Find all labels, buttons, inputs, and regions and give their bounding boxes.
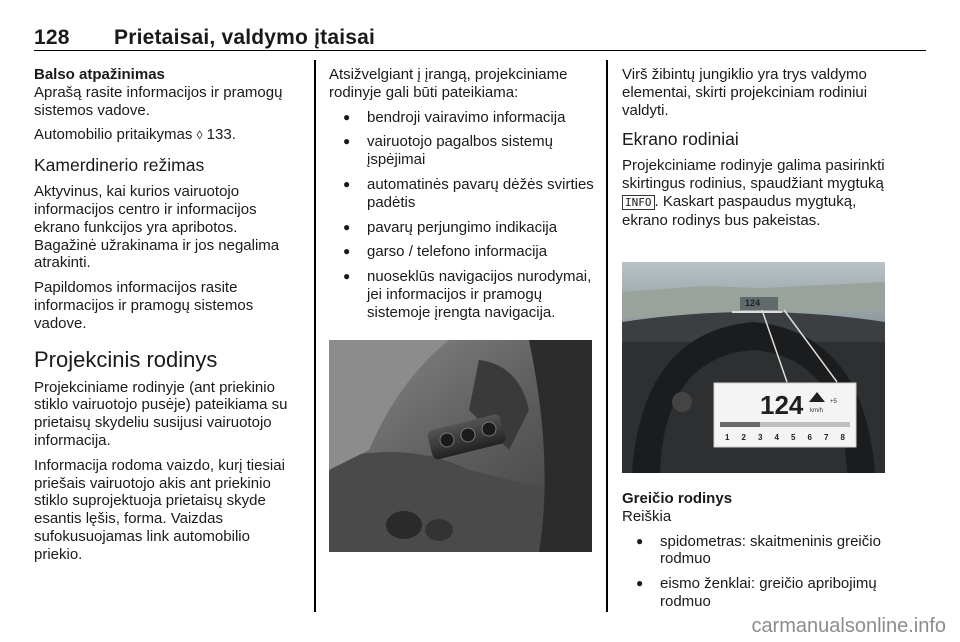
info-button-icon: INFO <box>622 195 655 210</box>
list-item: ● garso / telefono informacija <box>329 243 594 261</box>
section-heading-voice: Balso atpažinimas <box>34 66 165 83</box>
list-item: ● bendroji vairavimo informacija <box>329 109 594 127</box>
hud-view-photo <box>622 262 885 473</box>
hud-speed-unit: km/h <box>810 408 824 414</box>
speed-view-list <box>622 533 890 611</box>
paragraph-hud-intro: Atsižvelgiant į įrangą, projekciniame rodinyje gali būti pateikiama: <box>329 66 568 101</box>
page-title: Prietaisai, valdymo įtaisai <box>114 26 376 49</box>
column-3 <box>622 66 890 237</box>
screen-views-text-a: Projekciniame rodinyje galima pasirinkti skirtingus rodinius, spaudžiant mygtuką <box>622 157 885 193</box>
screen-views-text-b: . Kaskart paspaudus mygtuką, ekrano rodinys bus pakeistas. <box>622 192 857 229</box>
hud-scale-label: 4 <box>774 433 779 442</box>
paragraph-valet-2: Papildomos informacijos rasite informacijos ir pramogų sistemos vadove. <box>34 279 254 332</box>
list-item: ● spidometras: skaitmeninis greičio rodmuo <box>622 533 890 569</box>
list-item: ● vairuotojo pagalbos sistemų įspėjimai <box>329 133 594 169</box>
hud-scale-label: 6 <box>807 433 812 442</box>
hud-scale-label: 2 <box>741 433 746 442</box>
hud-scale-label: 5 <box>791 433 796 442</box>
column-2 <box>329 66 594 329</box>
hud-gear-hint: +5 <box>830 399 837 405</box>
page-ref-arrow-icon: ◊ <box>196 128 203 143</box>
column-divider-2 <box>606 60 608 612</box>
list-item: ● pavarų perjungimo indikacija <box>329 219 594 237</box>
hud-view-illustration <box>622 262 885 473</box>
paragraph-screen-views <box>622 157 890 229</box>
page-header <box>34 24 926 51</box>
customization-text: Automobilio pritaikymas <box>34 126 197 144</box>
list-item: ● automatinės pavarų dėžės svirties padėtis <box>329 176 594 212</box>
hud-info-list <box>329 109 594 322</box>
heading-head-up-display: Projekcinis rodinys <box>34 346 218 372</box>
paragraph-valet-1: Aktyvinus, kai kurios vairuotojo informacijos centro ir informacijos ekrano funkcijos yra apribotos. Bagažinė užrakinama ir jos negalima atrakinti. <box>34 183 280 272</box>
list-item: ● eismo ženklai: greičio apribojimų rodmuo <box>622 575 890 611</box>
paragraph-voice: Aprašą rasite informacijos ir pramogų sistemos vadove. <box>34 83 283 119</box>
paragraph-means: Reiškia <box>622 507 672 525</box>
paragraph-hud-controls: Virš žibintų jungiklio yra trys valdymo elementai, skirti projekciniam rodiniui valdyti. <box>622 66 868 119</box>
customization-page: 133. <box>202 126 236 144</box>
heading-valet-mode: Kamerdinerio režimas <box>34 155 205 176</box>
column-divider-1 <box>314 60 316 612</box>
column-1 <box>34 66 302 571</box>
hud-controls-illustration <box>329 340 592 552</box>
hud-controls-photo <box>329 340 592 552</box>
hud-scale-label: 8 <box>840 433 845 442</box>
hud-scale-label: 3 <box>758 433 763 442</box>
hud-scale-label: 1 <box>725 433 730 442</box>
page-number: 128 <box>34 26 70 49</box>
paragraph-hud-1: Projekciniame rodinyje (ant priekinio stiklo vairuotojo pusėje) pateikiama su prietaisų skydeliu susijusi vairuotojo informacija. <box>34 378 288 449</box>
list-item: ● nuoseklūs navigacijos nurodymai, jei informacijos ir pramogų sistemoje įrengta navigacija. <box>329 268 594 321</box>
hud-speed-value: 124 <box>760 390 804 420</box>
watermark: carmanualsonline.info <box>751 615 946 637</box>
hud-small-speed: 124 <box>745 298 761 308</box>
paragraph-hud-2: Informacija rodoma vaizdo, kurį tiesiai priešais vairuotojo akis ant priekinio stiklo suprojektuoja prietaisų skyde esantis lęšis, forma. Vaizdas sufokusuojamas link automobilio priekio. <box>34 456 285 563</box>
section-heading-speed-view: Greičio rodinys <box>622 490 733 507</box>
hud-scale-label: 7 <box>824 433 829 442</box>
column-3-bottom <box>622 490 890 618</box>
heading-screen-views: Ekrano rodiniai <box>622 129 739 150</box>
paragraph-customization <box>34 126 302 145</box>
